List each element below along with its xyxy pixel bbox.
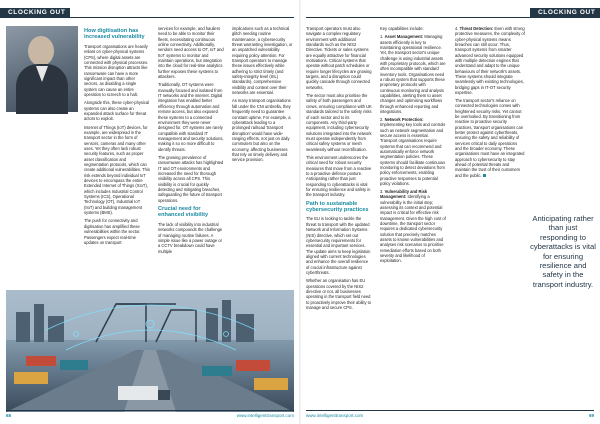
list-item-text: Managing assets efficiently is key to maintaining operational resilience. Yet, the transport sector's unique challenge is using industrial assets with proprietary protocols, which are often incompatible with standard inventory tools. Organisations need a robust system that supports these proprietary protocols with continuous monitoring and analysis capabilities, alerting them to asset changes and optimising workflows through enhanced reporting and integrations. — [380, 34, 446, 115]
paragraph: Transport operators must also navigate a complex regulatory environment with additional standards such as the NIS2 Directive. Tickets or sales systems are equally attractive for financial motivations. Critical systems that operate without patch schedules or require longer lifecycles are growing targets, and a disruption could quickly cascade through connected networks. — [306, 26, 372, 90]
list-item-text: Implementing key tools and controls such as network segmentation and secure access is essential. Transport organisations require systems that can recommend and automatically enforce network segmentation policies. These systems should facilitate continuous monitoring to detect deviations from policy enforcements, enabling proactive responses to potential policy violations. — [380, 122, 446, 187]
website-url-left[interactable]: www.intelligenttransport.com — [236, 413, 294, 418]
closing-paragraph-text: The transport sector's reliance on connected technologies comes with heightened security risks. Yet cannot be overlooked. By transitioning from reactive to proactive security practices, transport organisations can better protect against cyberthreats, ensuring the safety and reliability of services critical to daily operations and the broader economy. These organisations must have an integrated approach to cybersecurity to stay ahead of potential threats and maintain the trust of their customers and the public. — [455, 97, 525, 178]
list-item: 1. Asset Management: Managing assets efficiently is key to maintaining operational resilience. Yet, the transport sector's unique challenge is using industrial assets with proprietary protocols, which are often incompatible with standard inventory tools. Organisations need a robust system that supports these proprietary protocols with continuous monitoring and analysis capabilities, alerting them to asset changes and optimising workflows through enhanced reporting and integrations. — [380, 34, 446, 115]
paragraph: The sector must also prioritise the safety of both passengers and crews, ensuring compliance with UK standards tailored to the safety risks of each sector and to its components. Any third-party equipment, including cybersecurity solutions integrated into the network must operate independently from critical safety systems or mesh seamlessly without recertification. — [306, 93, 372, 152]
paragraph: The EU is looking to tackle the threat to transport with the updated Network and Information Systems (NIS) directive, which set out cybersecurity requirements for essential and important services. The update aims to keep legislation aligned with current technologies and enhance the overall resilience of crucial infrastructure against cyberthreats. — [306, 216, 371, 275]
paragraph: Whether an organisation has EU operations covered by the NIS2 directive or not, all businesses operating in the transport field need to proactively improve their ability to manage and secure CPS. — [306, 278, 372, 310]
heading-visibility: Crucial need for enhanced visibility — [158, 206, 209, 219]
logistics-hub-image — [6, 290, 294, 412]
paragraph: The lack of visibility into industrial networks compounds the challenge of managing routine failures. A simple issue like a power outage or a CCTV breakdown could have multiple — [158, 221, 223, 254]
section-header-left: CLOCKING OUT — [0, 8, 70, 18]
column-b — [158, 26, 224, 257]
paragraph: This environment underscores the critical need for robust security measures that move from a reactive to a proactive defence posture. Anticipating rather than just responding to cyberattacks is vital for ensuring resilience and safety in the transport industry. — [306, 154, 372, 198]
paragraph: As many transport organisations fall under the CNI umbrella, they frequently need to guarantee constant uptime. For example, a cyberattack leading to a prolonged railroad 'transport disruption' would have wide-ranging effects, not just on daily commuters but also on the economy, affecting businesses that rely on timely delivery and service provision. — [232, 98, 291, 163]
author-head-shape — [28, 36, 54, 66]
heading-sustainable-practices: Path to sustainable cybersecurity practices — [306, 200, 369, 214]
paragraph: implications such as a technical glitch needing routine maintenance, a cybersecurity threat warranting investigation, or an unpatched vulnerability requiring policy attention. For transport operators to manage these issues effectively while adhering to strict timely (and safety-integrity level (SIL) standards), comprehensive visibility and context over their networks are essential. — [232, 26, 293, 96]
page-number-left: 68 — [6, 413, 12, 418]
author-photo — [6, 26, 78, 134]
paragraph — [455, 98, 525, 178]
list-item: 4. Threat Detection: Even with strong protective measures, the complexity of cyber-physical systems means breaches can still occur. Thus, transport systems from smarter advanced security solutions equipped with multiple detection engines that understand and adapt to the unique behaviours of their network's assets. These systems should integrate seamlessly with existing technologies, bridging gaps in IT-OT security expertise. — [455, 26, 525, 96]
list-item-title: Asset Management: — [384, 34, 424, 40]
pull-quote: Anticipating rather than just responding to cyberattacks is vital for ensuring resilience and safety in the transport industry. — [530, 214, 596, 289]
column-c — [232, 26, 294, 166]
column-r1 — [306, 26, 372, 313]
list-item-title: Network Protection: — [384, 117, 424, 122]
paragraph: services for example, and hauliers need to be able to monitor their fleets, necessitating continuous online connectivity. Additionally, vendors need access to OT, IoT and IIoT systems to monitor and maintain operations, but integration into the cloud for real-time analytics further exposes these systems to attackers. — [158, 26, 224, 80]
heading-digitisation: How digitisation has increased vulnerability — [84, 28, 145, 41]
paragraph: The growing prevalence of ransomware attacks has highlighted IT and OT environments and increased the need for thorough visibility across all CPS. This visibility is crucial for quickly detecting and mitigating breaches, safeguarding the future of transport operations. — [158, 154, 224, 203]
website-url-right[interactable]: www.intelligenttransport.com — [306, 413, 364, 418]
logistics-illustration — [6, 290, 294, 412]
paragraph: The push for connectivity and digitisation has amplified these vulnerabilities within the sector. Passengers expect real-time updates on transport — [84, 218, 141, 245]
section-header-right: CLOCKING OUT — [530, 8, 600, 18]
footer-rule-right — [306, 410, 594, 411]
paragraph: Internet of Things (IoT) devices, for example, are widespread in the transport sector in the form of sensors, cameras and many other uses. Yet they often lack robust security features, such as proper asset classification and segmentation protocols, which can create additional vulnerabilities. This risk extends beyond individual IoT devices to encompass the entire Extended Internet of Things (XIoT), which includes Industrial Control Systems (ICS), Operational Technology (OT), Industrial IoT (IIoT) and building management systems (BMS). — [84, 124, 150, 216]
capabilities-intro: Key capabilities include: — [380, 26, 424, 31]
photo-caption: Andrew Girault, General Manager, EMEA, at Claroty — [14, 125, 72, 134]
column-a — [84, 26, 150, 248]
paragraph: Alongside this, these cyber-physical systems can also create an expanded attack surface for threat actors to exploit. — [84, 100, 150, 122]
paragraph: Traditionally, OT systems were manually focused and isolated from IT networks and the internet. Digital integration has enabled better efficiency through automation and remote access, but also exposed these systems to a connected environment they were never designed for. OT systems are rarely compatible with standard IT management and security solutions, making it so no more difficult to identify threats. — [158, 82, 224, 152]
header-rule-right — [306, 17, 530, 18]
footer-rule-left — [6, 410, 294, 411]
header-rule-left — [70, 17, 294, 18]
list-item: 3. Vulnerability and Risk Management: Identifying a vulnerability is the initial step; assessing its context and potential impact is critical for effective risk management. Given the high cost of downtime, the transport sector requires a dedicated cybersecurity solution that precisely matches assets to known vulnerabilities and analyses risk scenarios to prioritise remediation efforts based on both severity and likelihood of exploitation. — [380, 188, 446, 264]
column-r2 — [380, 26, 446, 266]
list-item-title: Threat Detection: — [459, 26, 494, 31]
list-item-text: Identifying a vulnerability is the initial step; assessing its context and potential impact is critical for effective risk management. Given the high cost of downtime, the transport sector requires a dedicated cybersecurity solution that precisely matches assets to known vulnerabilities and analyses risk scenarios to prioritise remediation efforts based on both severity and likelihood of exploitation. — [380, 194, 446, 264]
square-end-mark-icon — [483, 174, 486, 177]
list-item-text: Even with strong protective measures, the complexity of cyber-physical systems means breaches can still occur. Thus, transport systems from smarter advanced security solutions equipped with multiple detection engines that understand and adapt to the unique behaviours of their network's assets. These systems should integrate seamlessly with existing technologies, bridging gaps in IT-OT security expertise. — [455, 26, 525, 96]
list-item-title: Vulnerability and Risk Management: — [380, 188, 428, 200]
list-item: 2. Network Protection: Implementing key tools and controls such as network segmentation and secure access is essential. Transport organisations require systems that can recommend and automatically enforce network segmentation policies. These systems should facilitate continuous monitoring to detect deviations from policy enforcements, enabling proactive responses to potential policy violations. — [380, 117, 446, 187]
column-r3 — [455, 26, 525, 181]
paragraph: Transport organisations are heavily reliant on cyber-physical systems (CPS), where digital assets are connected with physical processes. This mission disruption attracts like ransomware can have a more significant impact than other sectors, as disabling a single system can cause an entire operation to screech to a halt. — [84, 43, 149, 97]
right-page — [300, 0, 600, 424]
page-number-right: 69 — [588, 413, 594, 418]
